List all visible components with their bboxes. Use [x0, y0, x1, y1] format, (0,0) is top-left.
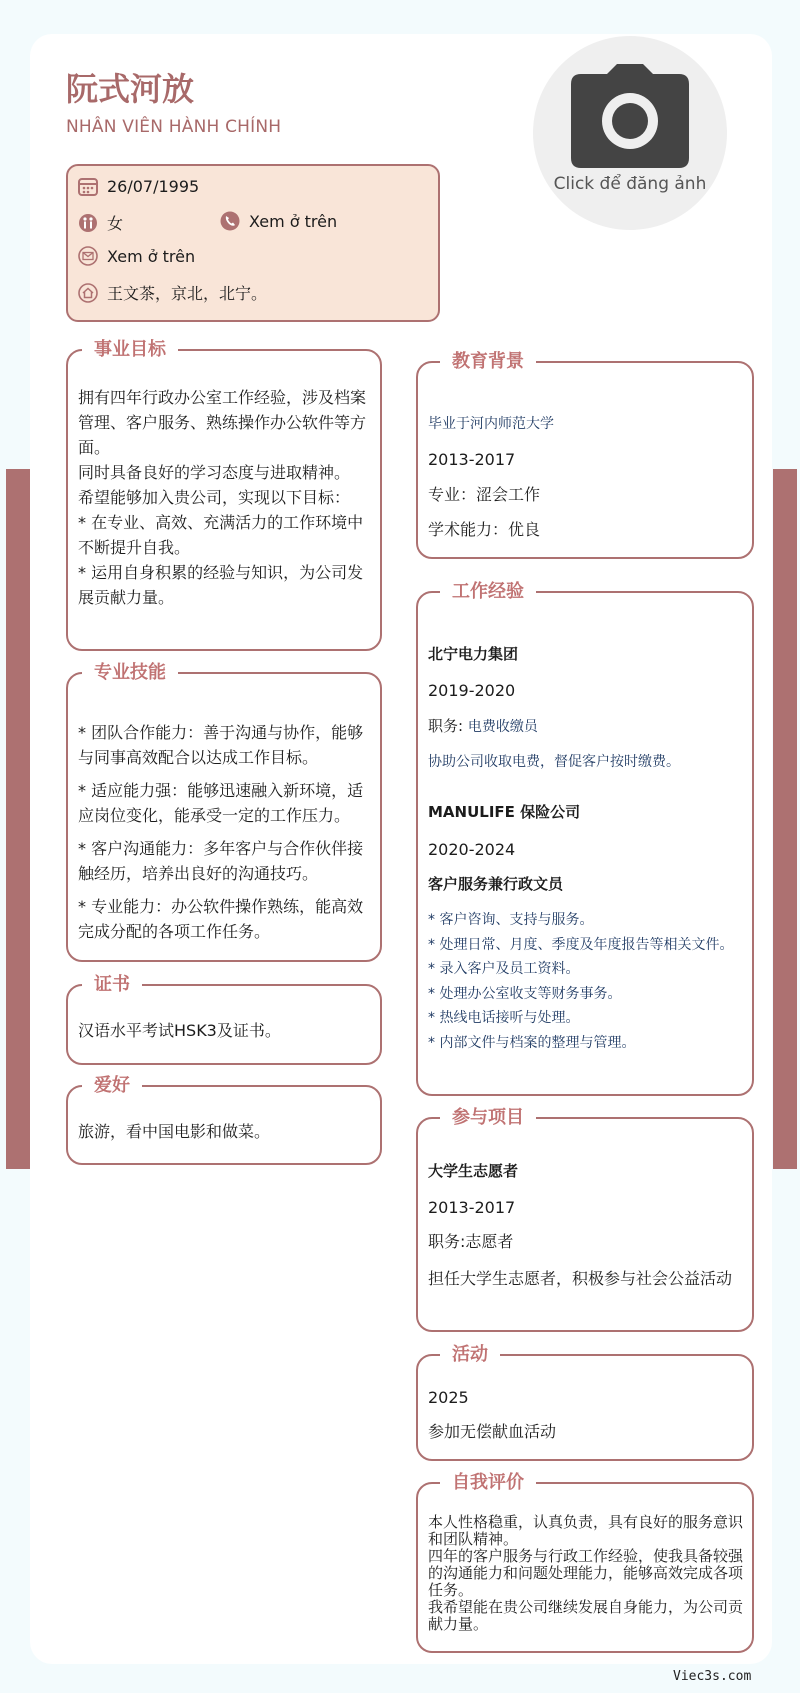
- hobbies-title: 爱好: [82, 1073, 142, 1099]
- calendar-icon: [78, 176, 98, 196]
- projects-section: [416, 1107, 754, 1332]
- birthday-row: [78, 176, 199, 196]
- birthday-value: 26/07/1995: [107, 176, 200, 196]
- right-decor-bar: [773, 469, 797, 1169]
- skill-item: * 客户沟通能力：多年客户与合作伙伴接触经历，培养出良好的沟通技巧。: [78, 839, 364, 883]
- contact-box: [66, 164, 440, 322]
- objective-body: [78, 385, 376, 610]
- candidate-name: 阮式河放: [66, 70, 195, 108]
- job-task: * 录入客户及员工资料。: [428, 961, 580, 977]
- self-assessment-section: [416, 1472, 754, 1653]
- phone-value: Xem ở trên: [249, 211, 338, 231]
- certificates-title: 证书: [82, 972, 142, 998]
- project-position: 职务:志愿者: [428, 1232, 514, 1251]
- address-row: [78, 281, 267, 304]
- job-position: 电费收缴员: [467, 719, 538, 735]
- job-task: * 处理日常、月度、季度及年度报告等相关文件。: [428, 936, 734, 953]
- education-performance: 学术能力：优良: [428, 520, 541, 539]
- job-position-label: 职务:: [428, 717, 468, 735]
- experience-section: [416, 581, 754, 1096]
- email-row: [78, 246, 195, 266]
- self-assessment-body: [428, 1514, 744, 1633]
- skills-body: [78, 720, 376, 944]
- education-section: [416, 351, 754, 559]
- skills-section: [66, 662, 382, 962]
- phone-icon: [220, 211, 240, 231]
- hobbies-section: [66, 1075, 382, 1165]
- objective-line: * 运用自身积累的经验与知识，为公司发展贡献力量。: [78, 563, 364, 607]
- education-school: 毕业于河内师范大学: [428, 416, 554, 432]
- self-assessment-line: 我希望能在贵公司继续发展自身能力，为公司贡献力量。: [428, 1598, 744, 1633]
- skill-item: * 团队合作能力：善于沟通与协作，能够与同事高效配合以达成工作目标。: [78, 723, 364, 767]
- activities-section: [416, 1344, 754, 1461]
- job-years: 2019-2020: [428, 681, 516, 700]
- education-title: 教育背景: [440, 349, 536, 375]
- activities-title: 活动: [440, 1342, 500, 1368]
- left-decor-bar: [6, 469, 30, 1169]
- activity-description: 参加无偿献血活动: [428, 1422, 557, 1441]
- job-company: 北宁电力集团: [428, 645, 519, 663]
- address-value: 王文茶，京北，北宁。: [107, 284, 268, 303]
- job-task: * 处理办公室收支等财务事务。: [428, 985, 622, 1002]
- email-value: Xem ở trên: [107, 246, 196, 266]
- project-description: 担任大学生志愿者，积极参与社会公益活动: [428, 1269, 733, 1288]
- activity-year: 2025: [428, 1388, 469, 1407]
- watermark: Viec3s.com: [673, 1669, 752, 1684]
- gender-icon: [78, 213, 98, 233]
- job-description: 协助公司收取电费，督促客户按时缴费。: [428, 754, 680, 770]
- gender-value: 女: [107, 214, 124, 233]
- project-name: 大学生志愿者: [428, 1162, 519, 1180]
- education-years: 2013-2017: [428, 450, 516, 469]
- hobbies-text: 旅游，看中国电影和做菜。: [78, 1122, 271, 1141]
- job-task: * 客户咨询、支持与服务。: [428, 912, 594, 928]
- objective-section: [66, 339, 382, 651]
- email-icon: [78, 246, 98, 266]
- self-assessment-line: 四年的客户服务与行政工作经验，使我具备较强的沟通能力和问题处理能力，能够高效完成各项任务。: [428, 1547, 744, 1599]
- certificates-text: 汉语水平考试HSK3及证书。: [78, 1021, 281, 1040]
- objective-line: * 在专业、高效、充满活力的工作环境中不断提升自我。: [78, 513, 364, 557]
- certificates-section: [66, 974, 382, 1065]
- projects-title: 参与项目: [440, 1105, 536, 1131]
- job-role: 客户服务兼行政文员: [428, 875, 564, 893]
- camera-icon: [571, 64, 689, 168]
- skills-title: 专业技能: [82, 660, 178, 686]
- objective-line: 拥有四年行政办公室工作经验，涉及档案管理、客户服务、熟练操作办公软件等方面。: [78, 388, 367, 457]
- gender-row: [78, 211, 123, 234]
- self-assessment-line: 本人性格稳重，认真负责，具有良好的服务意识和团队精神。: [428, 1513, 744, 1548]
- job-position-row: [428, 714, 744, 739]
- photo-upload-label: Click để đăng ảnh: [553, 174, 707, 194]
- job-years: 2020-2024: [428, 840, 516, 859]
- home-icon: [78, 283, 98, 303]
- project-years: 2013-2017: [428, 1198, 516, 1217]
- job-task: * 内部文件与档案的整理与管理。: [428, 1034, 636, 1051]
- objective-title: 事业目标: [82, 337, 178, 363]
- self-assessment-title: 自我评价: [440, 1470, 536, 1496]
- skill-item: * 适应能力强：能够迅速融入新环境，适应岗位变化，能承受一定的工作压力。: [78, 781, 364, 825]
- job-task-list: [428, 908, 744, 1055]
- skill-item: * 专业能力：办公软件操作熟练，能高效完成分配的各项工作任务。: [78, 897, 364, 941]
- experience-title: 工作经验: [440, 579, 536, 605]
- job-task: * 热线电话接听与处理。: [428, 1010, 580, 1026]
- education-major: 专业：涩会工作: [428, 485, 541, 504]
- job-company: MANULIFE 保险公司: [428, 803, 581, 821]
- objective-line: 同时具备良好的学习态度与进取精神。: [78, 463, 351, 482]
- objective-line: 希望能够加入贵公司，实现以下目标：: [78, 488, 351, 507]
- phone-row: [220, 211, 337, 231]
- job-title: NHÂN VIÊN HÀNH CHÍNH: [66, 117, 282, 137]
- photo-upload[interactable]: [533, 36, 727, 230]
